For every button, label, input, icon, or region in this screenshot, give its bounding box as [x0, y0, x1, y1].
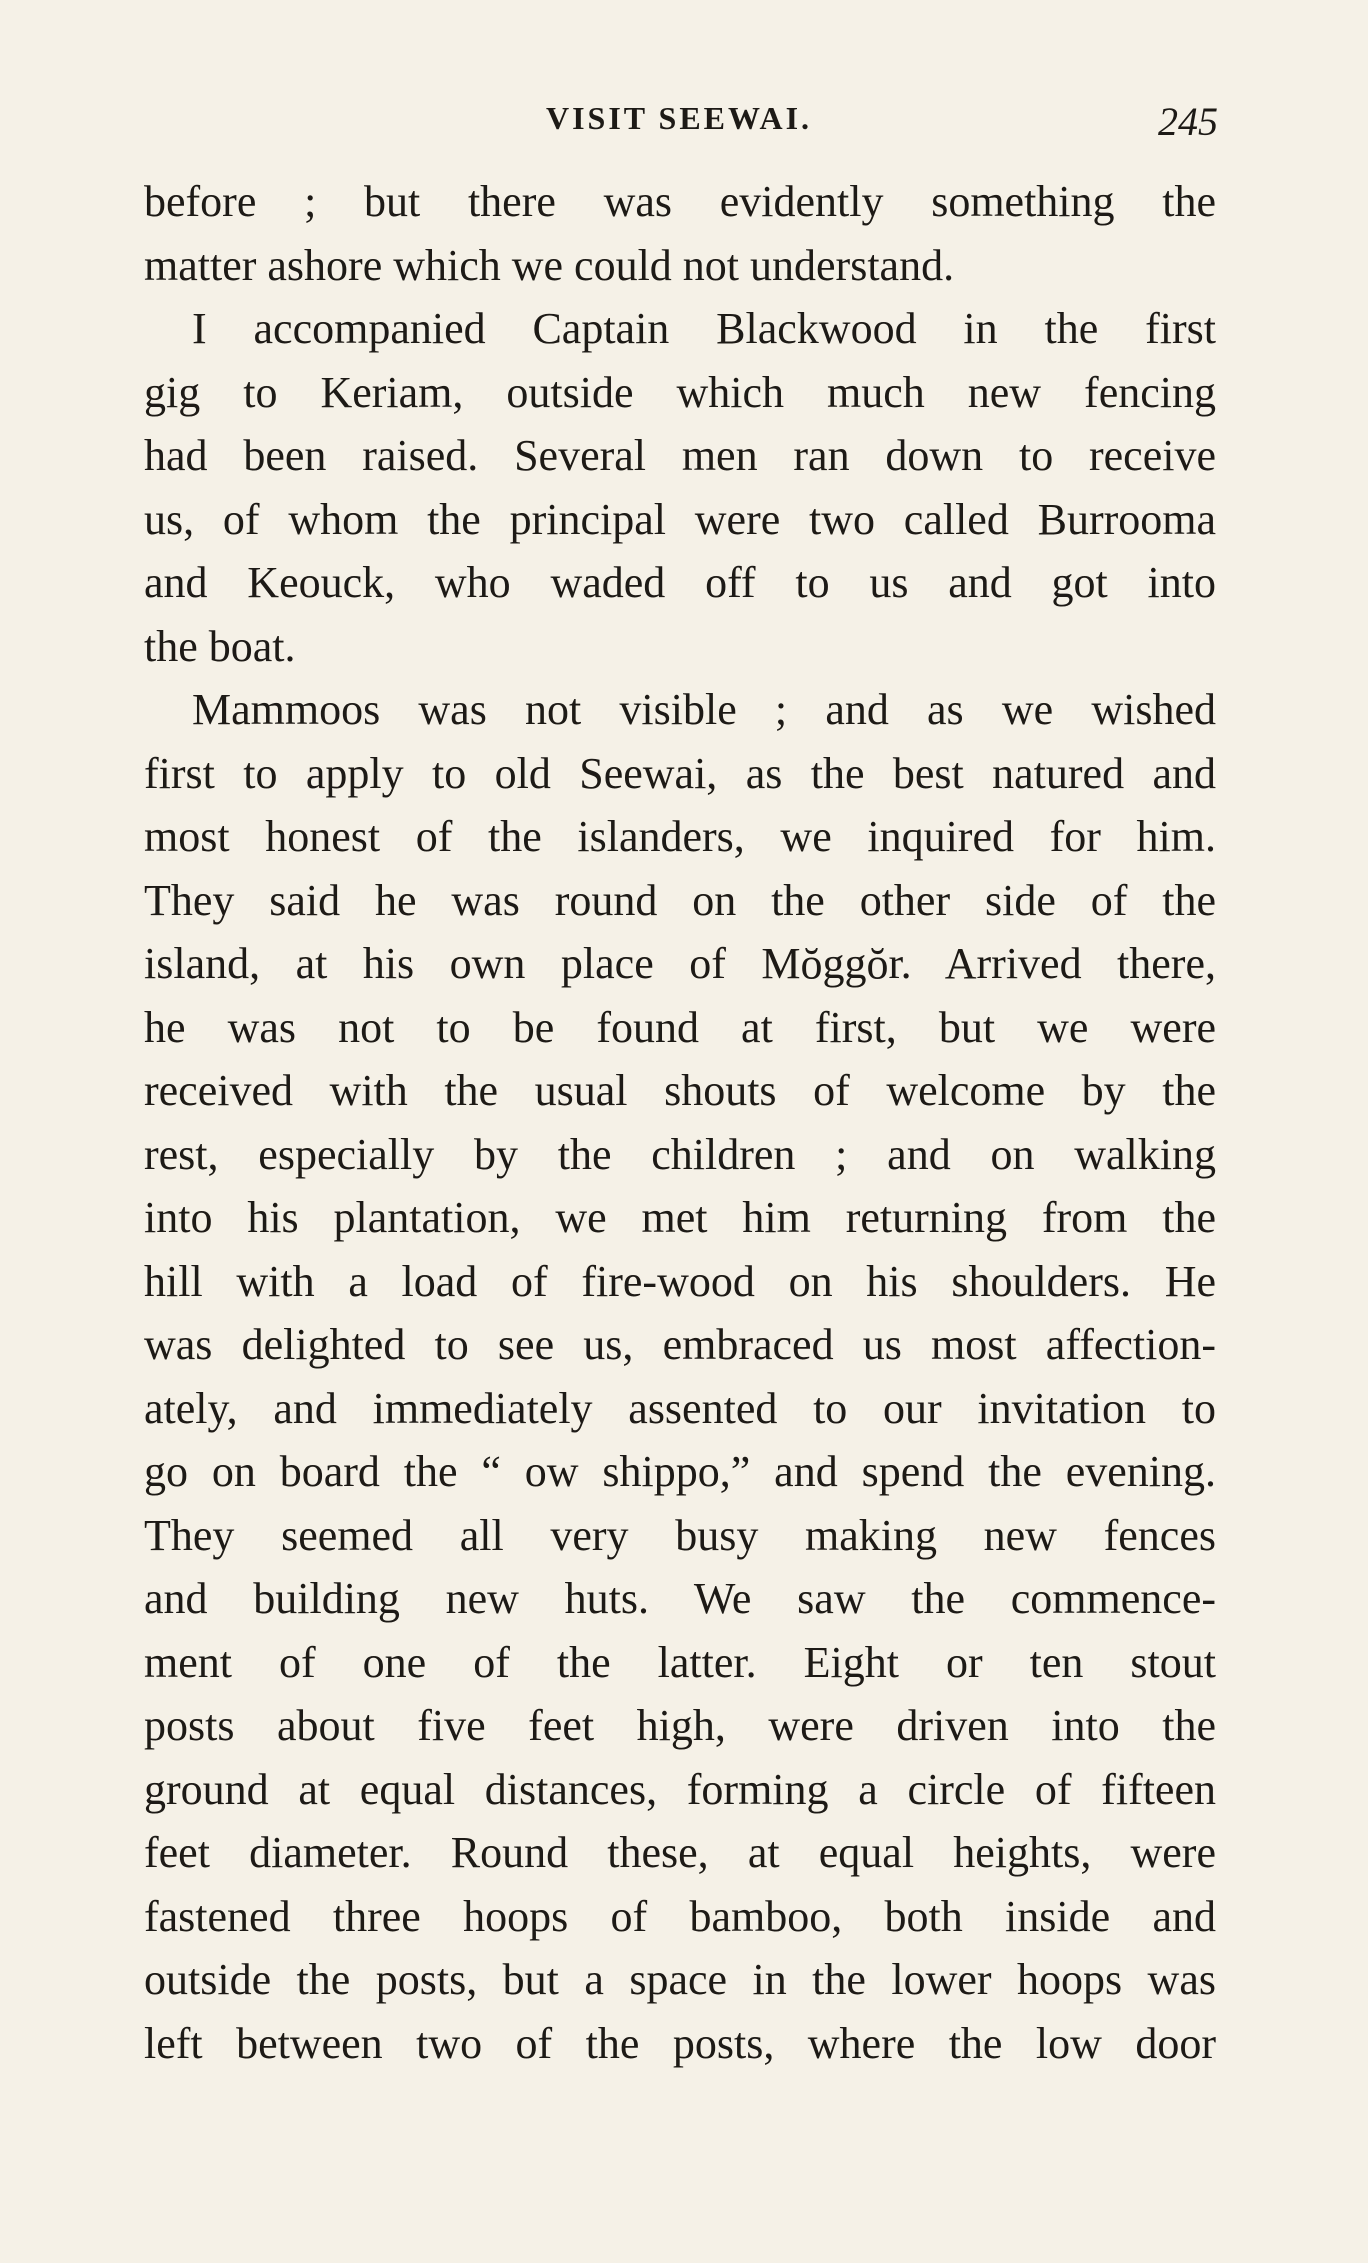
text-line: the boat.	[144, 621, 296, 671]
text-line: ground at equal distances, forming a circle of fifteen	[144, 1764, 1216, 1814]
text-line: ment of one of the latter. Eight or ten stout	[144, 1637, 1216, 1687]
text-line: first to apply to old Seewai, as the best natured and	[144, 748, 1216, 798]
text-line: ately, and immediately assented to our invitation to	[144, 1383, 1216, 1433]
text-line: matter ashore which we could not understand.	[144, 240, 955, 290]
text-line: us, of whom the principal were two called Burrooma	[144, 494, 1216, 544]
text-line: he was not to be found at first, but we were	[144, 1002, 1216, 1052]
text-line: and Keouck, who waded off to us and got into	[144, 558, 1216, 607]
body-text	[144, 170, 1216, 2075]
text-line: island, at his own place of Mŏggŏr. Arrived there,	[144, 939, 1216, 988]
text-line: They seemed all very busy making new fences	[144, 1510, 1216, 1560]
text-line: posts about five feet high, were driven into the	[144, 1701, 1216, 1750]
text-line: They said he was round on the other side of the	[144, 875, 1216, 925]
text-line: Mammoos was not visible ; and as we wished	[192, 685, 1216, 734]
text-line: rest, especially by the children ; and on walking	[144, 1129, 1216, 1179]
text-line: gig to Keriam, outside which much new fencing	[144, 367, 1216, 417]
text-line: and building new huts. We saw the commence-	[144, 1574, 1216, 1623]
running-head	[140, 100, 1218, 150]
text-line: into his plantation, we met him returning from the	[144, 1193, 1216, 1242]
text-line: go on board the “ ow shippo,” and spend the evening.	[144, 1447, 1216, 1496]
text-line: outside the posts, but a space in the lower hoops was	[144, 1955, 1216, 2004]
text-line: most honest of the islanders, we inquired for him.	[144, 812, 1216, 861]
text-line: before ; but there was evidently something the	[144, 177, 1216, 226]
text-line: received with the usual shouts of welcome by the	[144, 1066, 1216, 1115]
text-line: fastened three hoops of bamboo, both inside and	[144, 1891, 1216, 1941]
text-line: had been raised. Several men ran down to receive	[144, 431, 1216, 480]
text-line: hill with a load of fire-wood on his shoulders. He	[144, 1256, 1216, 1306]
text-line: I accompanied Captain Blackwood in the first	[192, 304, 1216, 353]
text-line: was delighted to see us, embraced us most affection-	[144, 1320, 1216, 1369]
running-title: VISIT SEEWAI.	[545, 100, 813, 136]
page-number: 245	[1158, 99, 1218, 144]
text-line: left between two of the posts, where the low door	[144, 2018, 1216, 2068]
text-line: feet diameter. Round these, at equal heights, were	[144, 1828, 1216, 1877]
